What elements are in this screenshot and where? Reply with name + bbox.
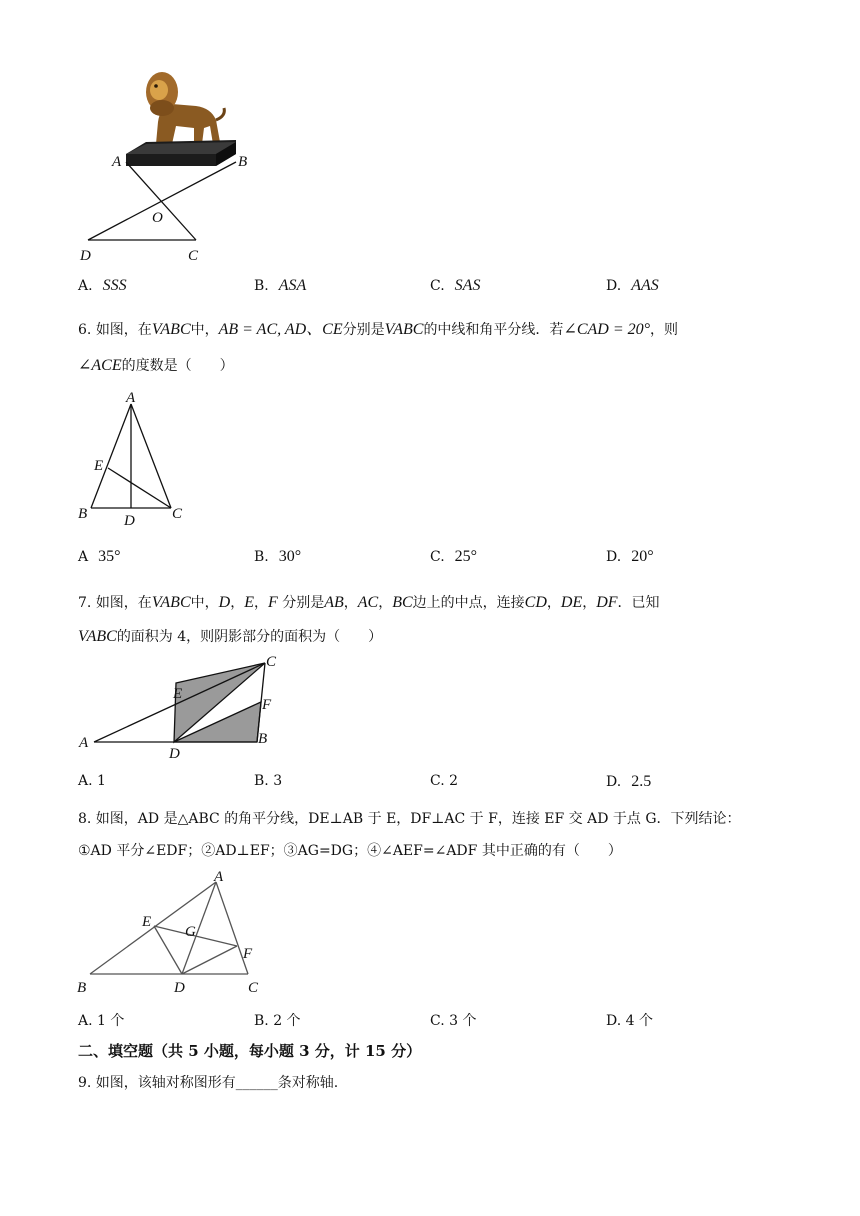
q8-label-G: G [185,924,196,940]
q5-label-C: C [188,248,199,264]
q5-label-B: B [238,154,248,170]
q6-label-B: B [78,506,88,522]
q5-label-O: O [152,210,163,226]
q6-label-C: C [172,506,183,522]
q7-label-D: D [169,746,180,762]
q6-option-d[interactable]: D. 20° [606,548,654,565]
q7-figure [76,650,286,762]
q7-label-B: B [258,731,268,747]
q8-label-A: A [214,869,224,885]
q5-label-A: A [112,154,122,170]
q7-option-b[interactable]: B. 3 [254,773,283,789]
q6-option-a[interactable]: A 35° [78,548,121,565]
statue-base [126,140,236,166]
q6-label-D: D [124,513,135,529]
q8-label-D: D [174,980,185,996]
q5-label-D: D [80,248,91,264]
q8-option-c[interactable]: C. 3 个 [430,1013,477,1029]
q6-label-E: E [94,458,104,474]
q8-label-C: C [248,980,259,996]
q7-label-C: C [266,654,277,670]
q7-label-E: E [173,686,183,702]
section-2-heading: 二、填空题（共 5 小题，每小题 3 分，计 15 分） [78,1042,422,1060]
q8-label-F: F [243,946,253,962]
q7-label-F: F [262,697,272,713]
q5-option-c[interactable]: C. SAS [430,277,481,294]
q5-figure [76,62,266,267]
q7-label-A: A [79,735,89,751]
q6-figure [74,388,194,530]
q5-option-d[interactable]: D. AAS [606,277,659,294]
q6-stem-line2: ∠ACE的度数是（ ） [78,357,234,374]
q7-option-d[interactable]: D. 2.5 [606,773,652,790]
q6-option-b[interactable]: B. 30° [254,548,302,565]
q6-stem-line1: 6. 如图，在VABC中，AB = AC, AD、CE分别是VABC的中线和角平分线．若∠CAD = 20°，则 [78,321,679,338]
q5-option-b[interactable]: B. ASA [254,277,307,294]
q5-option-a[interactable]: A. SSS [78,277,127,294]
q8-option-b[interactable]: B. 2 个 [254,1013,301,1029]
q8-option-a[interactable]: A. 1 个 [78,1013,125,1029]
q7-stem-line2: VABC的面积为 4，则阴影部分的面积为（ ） [78,628,383,645]
q8-label-E: E [142,914,152,930]
q8-figure [74,866,274,998]
q9-stem: 9. 如图，该轴对称图形有______条对称轴. [78,1075,339,1091]
q7-stem-line1: 7. 如图，在VABC中，D，E，F 分别是AB，AC，BC边上的中点，连接CD，DE，DF．已知 [78,594,660,611]
q8-label-B: B [77,980,87,996]
q7-option-a[interactable]: A. 1 [78,773,106,789]
q8-stem-line1: 8. 如图，AD 是△ABC 的角平分线，DE⊥AB 于 E，DF⊥AC 于 F，连接 EF 交 AD 于点 G．下列结论： [78,811,741,827]
q8-option-d[interactable]: D. 4 个 [606,1013,653,1029]
q6-option-c[interactable]: C. 25° [430,548,478,565]
q7-option-c[interactable]: C. 2 [430,773,459,789]
q8-stem-line2: ①AD 平分∠EDF；②AD⊥EF；③AG=DG；④∠AEF=∠ADF 其中正确的有（ ） [78,843,622,859]
q6-label-A: A [126,390,136,406]
